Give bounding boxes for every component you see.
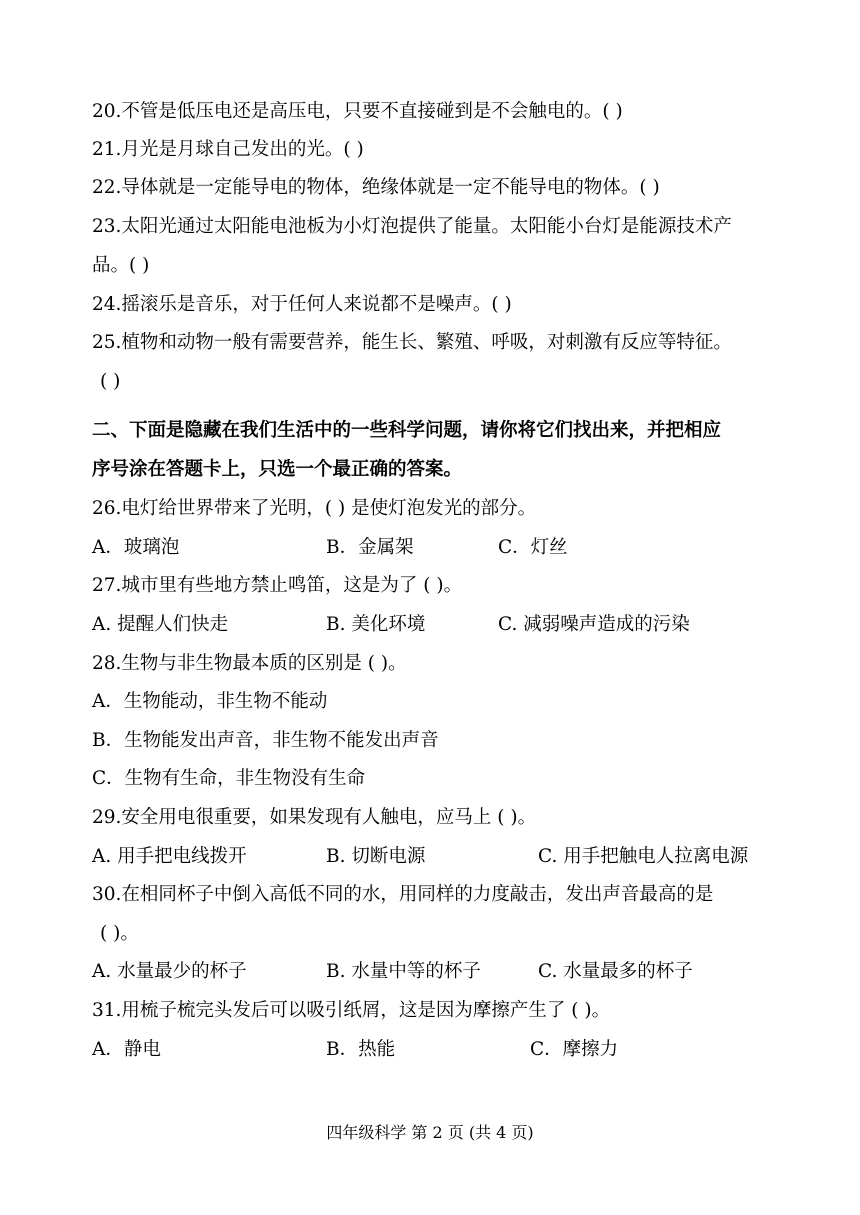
- question-30-option-c: C. 水量最多的杯子: [538, 961, 693, 982]
- question-31: 31.用梳子梳完头发后可以吸引纸屑，这是因为摩擦产生了 ( )。: [92, 1000, 611, 1021]
- question-27-option-c: C. 减弱噪声造成的污染: [498, 614, 690, 635]
- question-28: 28.生物与非生物最本质的区别是 ( )。: [92, 653, 407, 674]
- section-2-heading-continued: 序号涂在答题卡上，只选一个最正确的答案。: [92, 459, 463, 480]
- page-footer: 四年级科学 第 2 页 (共 4 页): [326, 1123, 534, 1142]
- question-29-option-a: A. 用手把电线拨开: [92, 846, 247, 867]
- question-25: 25.植物和动物一般有需要营养，能生长、繁殖、呼吸，对刺激有反应等特征。: [92, 332, 732, 353]
- question-26-option-b: B．金属架: [326, 537, 414, 558]
- question-29-option-c: C. 用手把触电人拉离电源: [538, 846, 749, 867]
- question-23-continued: 品。( ): [92, 255, 150, 276]
- question-22: 22.导体就是一定能导电的物体，绝缘体就是一定不能导电的物体。( ): [92, 177, 660, 198]
- question-25-answer-paren: ( ): [100, 371, 121, 392]
- question-26-option-a: A．玻璃泡: [92, 537, 180, 558]
- question-29-option-b: B. 切断电源: [326, 846, 426, 867]
- section-2-heading: 二、下面是隐藏在我们生活中的一些科学问题，请你将它们找出来，并把相应: [92, 420, 722, 441]
- question-23: 23.太阳光通过太阳能电池板为小灯泡提供了能量。太阳能小台灯是能源技术产: [92, 216, 732, 237]
- question-28-option-c: C．生物有生命，非生物没有生命: [92, 768, 366, 789]
- question-30-continued: ( )。: [100, 923, 139, 944]
- question-27-option-a: A. 提醒人们快走: [92, 614, 229, 635]
- question-26-option-c: C．灯丝: [498, 537, 568, 558]
- question-28-option-a: A．生物能动，非生物不能动: [92, 691, 328, 712]
- question-29: 29.安全用电很重要，如果发现有人触电，应马上 ( )。: [92, 807, 537, 828]
- question-30-option-b: B. 水量中等的杯子: [326, 961, 481, 982]
- question-30: 30.在相同杯子中倒入高低不同的水，用同样的力度敲击，发出声音最高的是: [92, 884, 714, 905]
- question-28-option-b: B．生物能发出声音，非生物不能发出声音: [92, 730, 439, 751]
- question-24: 24.摇滚乐是音乐，对于任何人来说都不是噪声。( ): [92, 294, 512, 315]
- question-31-option-b: B．热能: [326, 1039, 396, 1060]
- question-31-option-a: A．静电: [92, 1039, 161, 1060]
- question-20: 20.不管是低压电还是高压电，只要不直接碰到是不会触电的。( ): [92, 101, 623, 122]
- question-21: 21.月光是月球自己发出的光。( ): [92, 139, 364, 160]
- question-27: 27.城市里有些地方禁止鸣笛，这是为了 ( )。: [92, 575, 463, 596]
- question-31-option-c: C．摩擦力: [530, 1039, 619, 1060]
- question-26: 26.电灯给世界带来了光明，( ) 是使灯泡发光的部分。: [92, 498, 537, 519]
- question-30-option-a: A. 水量最少的杯子: [92, 961, 247, 982]
- question-27-option-b: B. 美化环境: [326, 614, 426, 635]
